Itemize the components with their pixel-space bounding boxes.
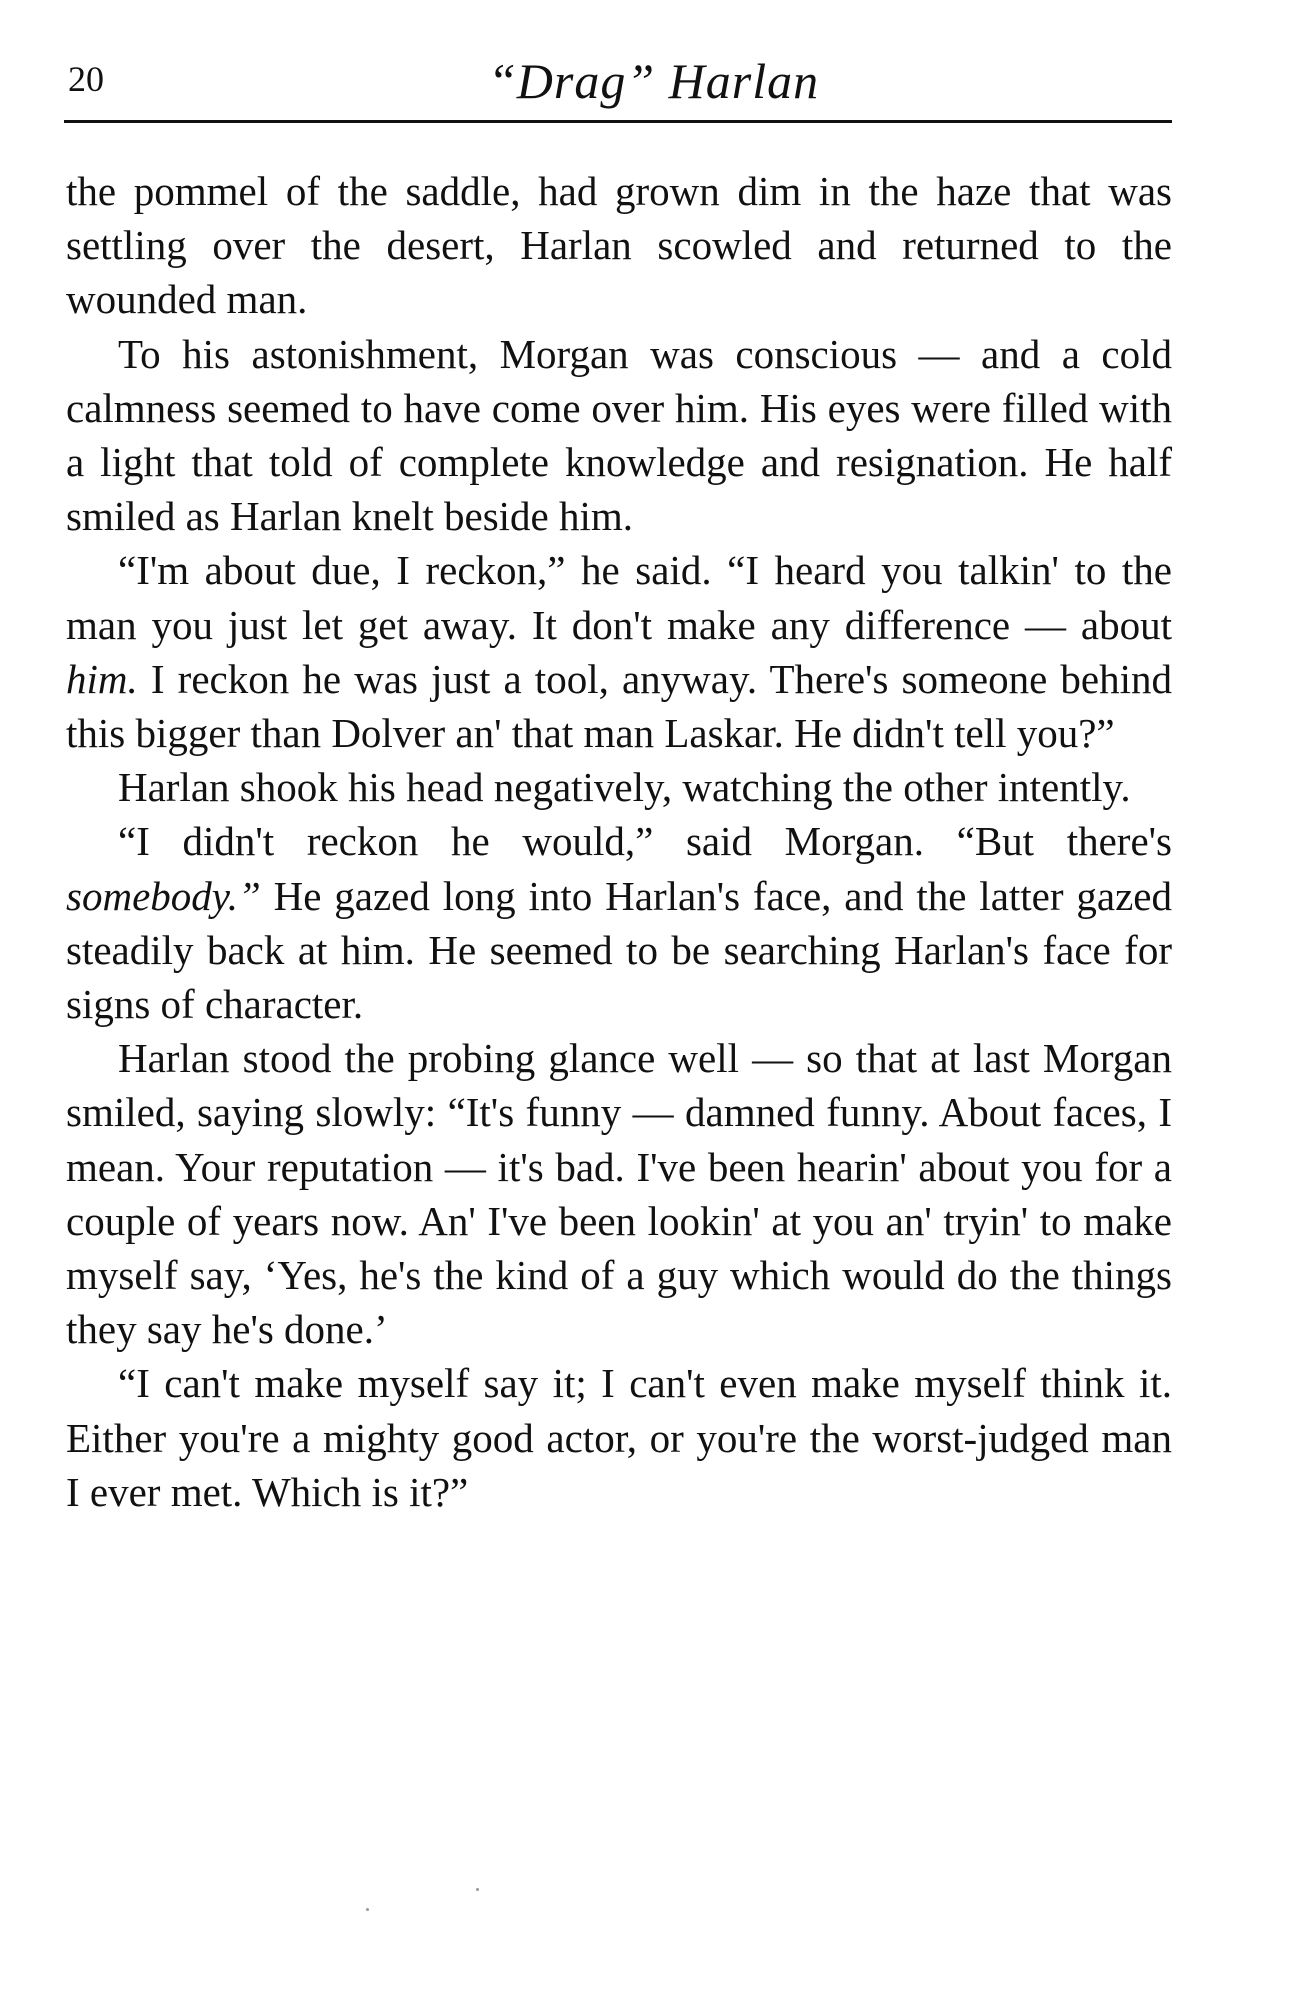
paragraph bbox=[66, 543, 1172, 760]
paragraph: Harlan stood the probing glance well — so that at last Morgan smiled, saying slowly: “It's funny — damned funny. About faces, I mean. Your reputation — it's bad. I've been hearin' about you for a couple of years now. An' I've been lookin' at you an' tryin' to make myself say, ‘Yes, he's the kind of a guy which would do the things they say he's done.’ bbox=[66, 1035, 1172, 1353]
paragraph: To his astonishment, Morgan was conscious — and a cold calmness seemed to have come over him. His eyes were filled with a light that told of complete knowledge and resignation. He half smiled as Harlan knelt beside him. bbox=[66, 330, 1172, 540]
paragraph-text: “I'm about due, I reckon,” he said. “I heard you talkin' to the man you just let get away. It don't make any difference — about bbox=[66, 547, 1172, 648]
header-rule bbox=[64, 120, 1172, 123]
paragraph bbox=[66, 814, 1172, 1031]
paragraph-text: “I didn't reckon he would,” said Morgan. “But there's bbox=[118, 818, 1172, 865]
running-title: “Drag” Harlan bbox=[488, 53, 820, 109]
page-header bbox=[68, 52, 1172, 112]
body-text bbox=[66, 164, 1172, 1519]
page-number: 20 bbox=[68, 59, 104, 99]
paper-speck bbox=[366, 1908, 369, 1911]
paragraph-text: He gazed long into Harlan's face, and the latter gazed steadily back at him. He seemed to be searching Harlan's face for signs of character. bbox=[66, 872, 1172, 1028]
emphasized-text: him. bbox=[66, 655, 138, 702]
paper-speck bbox=[476, 1888, 479, 1891]
paragraph: Harlan shook his head negatively, watching the other intently. bbox=[118, 764, 1131, 811]
paragraph: “I can't make myself say it; I can't even make myself think it. Either you're a mighty good actor, or you're the worst-judged man I ever met. Which is it?” bbox=[66, 1360, 1172, 1515]
paragraph-continued: the pommel of the saddle, had grown dim in the haze that was settling over the desert, Harlan scowled and returned to the wounded man. bbox=[66, 168, 1172, 323]
paragraph-text: I reckon he was just a tool, anyway. There's someone behind this bigger than Dolver an' that man Laskar. He didn't tell you?” bbox=[66, 655, 1172, 757]
emphasized-text: somebody.” bbox=[66, 872, 261, 919]
